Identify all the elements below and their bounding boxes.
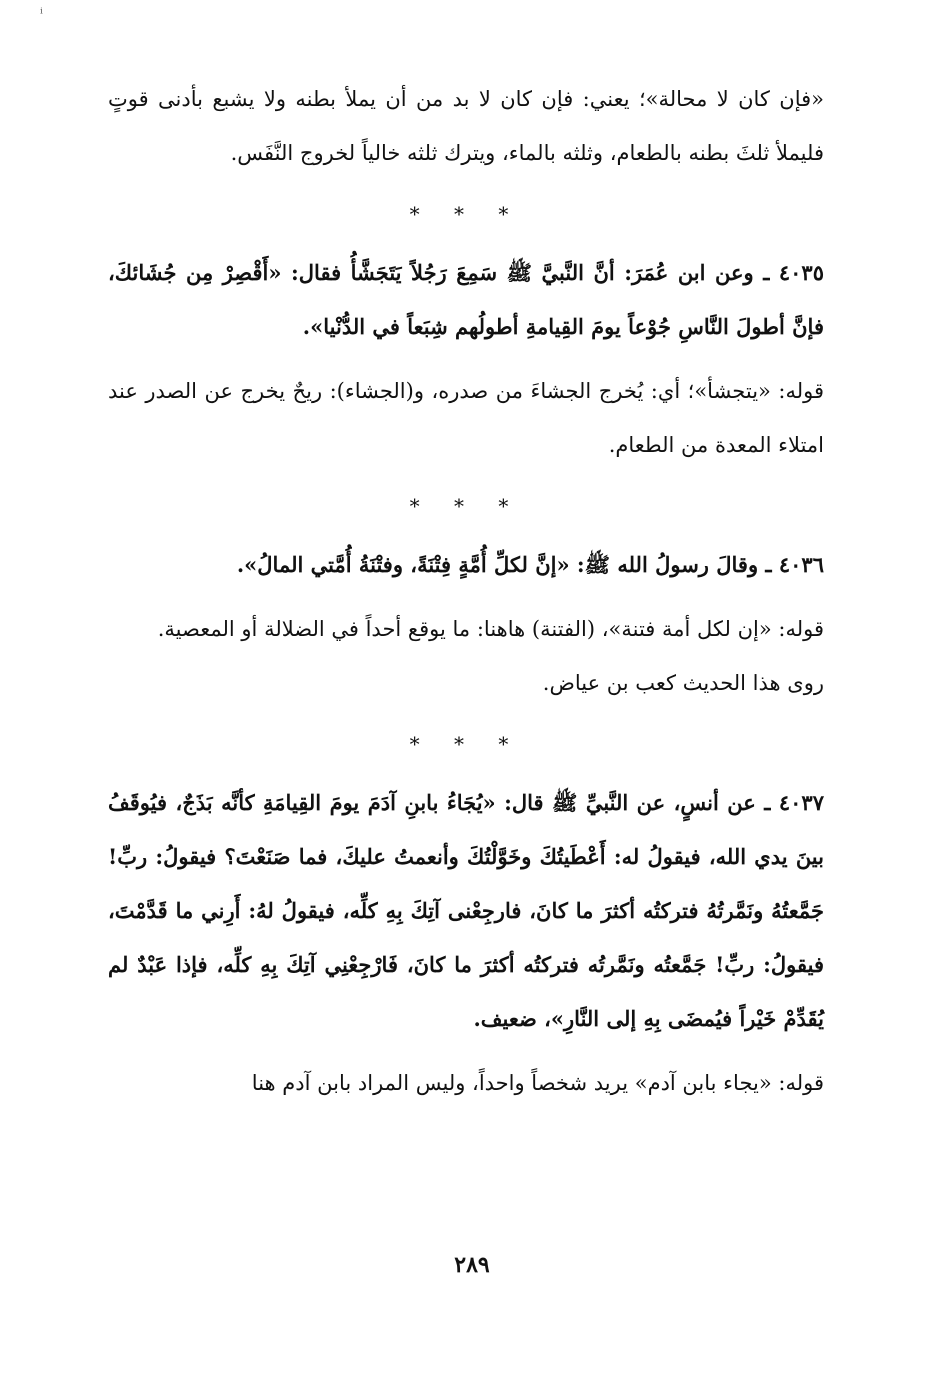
section-separator: * * * bbox=[409, 494, 523, 518]
section-separator: * * * bbox=[409, 732, 523, 756]
page-number: ٢٨٩ bbox=[454, 1252, 490, 1278]
paragraph-narrator-note: روى هذا الحديث كعب بن عياض. bbox=[542, 671, 824, 695]
scan-mark: ⁱ bbox=[40, 6, 43, 22]
hadith-4036: ٤٠٣٦ ـ وقالَ رسولُ الله ﷺ: «إنَّ لكلِّ أُمَّةٍ فِتْنَةً، وفتْنَةُ أُمَّتي المالُ». bbox=[236, 552, 824, 577]
hadith-4035: ٤٠٣٥ ـ وعن ابن عُمَرَ: أنَّ النَّبيَّ ﷺ سَمِعَ رَجُلاً يَتَجَشَّأُ فقال: «أَقْصِرْ مِن جُشَائكَ، فإنَّ أطولَ النَّاسِ جُوْعاً يومَ القِيامةِ أطولُهم شِبَعاً في الدُّنْيا». bbox=[108, 260, 824, 339]
paragraph-commentary-2: قوله: «يتجشأ»؛ أي: يُخرج الجشاءَ من صدره، و(الجشاء): ريحٌ يخرج عن الصدر عند امتلاء المعدة من الطعام. bbox=[108, 379, 824, 457]
page-body bbox=[108, 72, 824, 1110]
hadith-4037: ٤٠٣٧ ـ عن أنسٍ، عن النَّبيِّ ﷺ قال: «يُجَاءُ بابنِ آدَمَ يومَ القِيامَةِ كأنَّه بَذَجٌ، فيُوقَفُ بينَ يدي الله، فيقولُ له: أَعْطَيتُكَ وخَوَّلْتُكَ وأنعمتُ عليكَ، فما صَنَعْتَ؟ فيقولُ: ربِّ! جَمَّعتُهُ ونَمَّرتُهُ فتركتُه أكثرَ ما كانَ، فارجِعْنى آتِكَ بِهِ كلِّه، فيقولُ لهُ: أَرِني ما قَدَّمْتَ، فيقولُ: ربِّ! جَمَّعتُه ونَمَّرتُه فتركتُه أكثرَ ما كانَ، فَارْجِعْنِي آتِكَ بِهِ كلِّه، فإذا عَبْدٌ لم يُقَدِّمْ خَيْراً فيُمضَى بِهِ إلى النَّارِ»، ضعيف. bbox=[108, 790, 824, 1031]
paragraph-commentary-1: «فإن كان لا محالة»؛ يعني: فإن كان لا بد من أن يملأ بطنه ولا يشبع بأدنى قوتٍ فليملأ ثلثَ بطنه بالطعام، وثلثه بالماء، ويترك ثلثه خالياً لخروج النَّفَس. bbox=[108, 87, 824, 165]
paragraph-commentary-4: قوله: «يجاء بابن آدم» يريد شخصاً واحداً، وليس المراد بابن آدم هنا bbox=[251, 1071, 824, 1095]
section-separator: * * * bbox=[409, 202, 523, 226]
paragraph-commentary-3: قوله: «إن لكل أمة فتنة»، (الفتنة) هاهنا: ما يوقع أحداً في الضلالة أو المعصية. bbox=[157, 617, 824, 641]
